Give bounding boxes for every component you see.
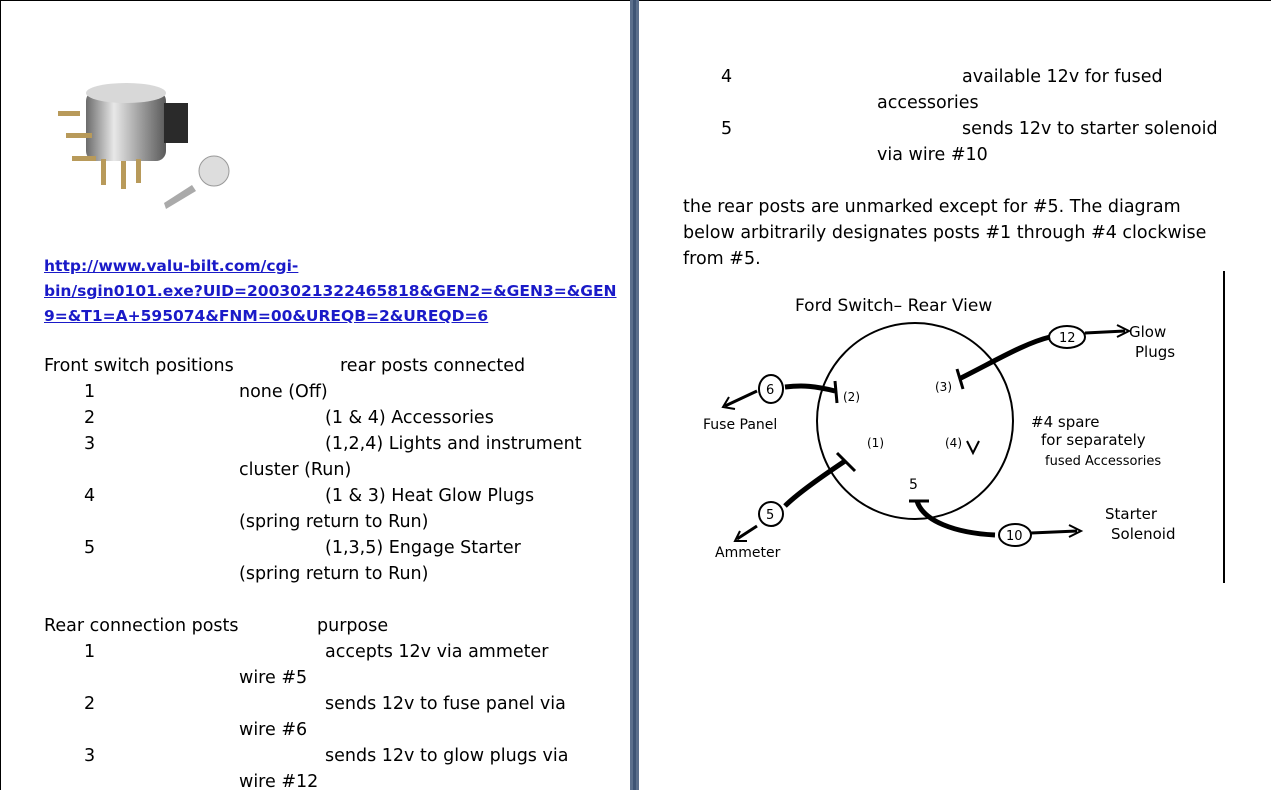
rear-row-3-text: sends 12v to glow plugs via <box>325 746 569 766</box>
front-row-5-num: 5 <box>84 538 96 558</box>
paragraph-line-3: from #5. <box>683 249 761 269</box>
source-url-line-3[interactable]: 9=&T1=A+595074&FNM=00&UREQB=2&UREQD=6 <box>44 307 489 325</box>
glow-label-2: Plugs <box>1135 343 1176 361</box>
front-row-4-text-cont: (spring return to Run) <box>239 512 429 532</box>
fuse-panel-label: Fuse Panel <box>703 417 778 433</box>
post-1-label: (1) <box>867 436 884 450</box>
wire-5-label: 5 <box>766 508 775 523</box>
front-row-5-text: (1,3,5) Engage Starter <box>325 538 521 558</box>
rear-header-right: purpose <box>317 616 389 636</box>
rear-row-4-text: available 12v for fused <box>962 67 1163 87</box>
wire-10-label: 10 <box>1006 529 1023 544</box>
rear-row-5-num: 5 <box>721 119 733 139</box>
starter-label-2: Solenoid <box>1111 525 1176 543</box>
rear-row-2-num: 2 <box>84 694 96 714</box>
rear-row-3-text-cont: wire #12 <box>239 772 319 790</box>
wire-12-label: 12 <box>1059 331 1076 346</box>
spare-label-2: for separately <box>1041 431 1146 449</box>
rear-row-3-num: 3 <box>84 746 96 766</box>
rear-row-2-text-cont: wire #6 <box>239 720 308 740</box>
front-row-3-text-cont: cluster (Run) <box>239 460 352 480</box>
ammeter-label: Ammeter <box>715 545 781 561</box>
post-4-label: (4) <box>945 436 962 450</box>
front-row-1-num: 1 <box>84 382 96 402</box>
spare-label-1: #4 spare <box>1031 413 1100 431</box>
front-row-4-num: 4 <box>84 486 96 506</box>
source-url-line-2[interactable]: bin/sgin0101.exe?UID=2003021322465818&GEN2=&GEN3=&GEN <box>44 282 617 300</box>
right-page <box>639 0 1271 790</box>
front-header-right: rear posts connected <box>340 356 526 376</box>
front-row-2-text: (1 & 4) Accessories <box>325 408 494 428</box>
rear-row-1-text: accepts 12v via ammeter <box>325 642 549 662</box>
rear-row-5-text: sends 12v to starter solenoid <box>962 119 1218 139</box>
front-row-4-text: (1 & 3) Heat Glow Plugs <box>325 486 535 506</box>
rear-row-4-text-cont: accessories <box>877 93 979 113</box>
wire-6-label: 6 <box>766 383 775 398</box>
post-5-label: 5 <box>909 477 918 493</box>
rear-row-1-text-cont: wire #5 <box>239 668 308 688</box>
glow-label-1: Glow <box>1129 323 1167 341</box>
paragraph-line-2: below arbitrarily designates posts #1 through #4 clockwise <box>683 223 1207 243</box>
rear-row-5-text-cont: via wire #10 <box>877 145 988 165</box>
front-row-3-num: 3 <box>84 434 96 454</box>
starter-label-1: Starter <box>1105 505 1158 523</box>
post-3-label: (3) <box>935 380 952 394</box>
front-row-5-text-cont: (spring return to Run) <box>239 564 429 584</box>
rear-header-left: Rear connection posts <box>44 616 239 636</box>
rear-row-1-num: 1 <box>84 642 96 662</box>
post-2-label: (2) <box>843 390 860 404</box>
page-divider <box>630 0 639 790</box>
spare-label-3: fused Accessories <box>1045 454 1162 469</box>
front-row-1-text: none (Off) <box>239 382 328 402</box>
diagram-title: Ford Switch– Rear View <box>795 296 993 316</box>
rear-row-4-num: 4 <box>721 67 733 87</box>
front-row-3-text: (1,2,4) Lights and instrument <box>325 434 582 454</box>
source-url-line-1[interactable]: http://www.valu-bilt.com/cgi- <box>44 257 299 275</box>
front-row-2-num: 2 <box>84 408 96 428</box>
paragraph-line-1: the rear posts are unmarked except for #5. The diagram <box>683 197 1181 217</box>
ignition-switch-photo <box>46 81 236 231</box>
left-page <box>0 0 630 790</box>
wiring-diagram <box>695 281 1225 581</box>
rear-row-2-text: sends 12v to fuse panel via <box>325 694 566 714</box>
front-header-left: Front switch positions <box>44 356 234 376</box>
